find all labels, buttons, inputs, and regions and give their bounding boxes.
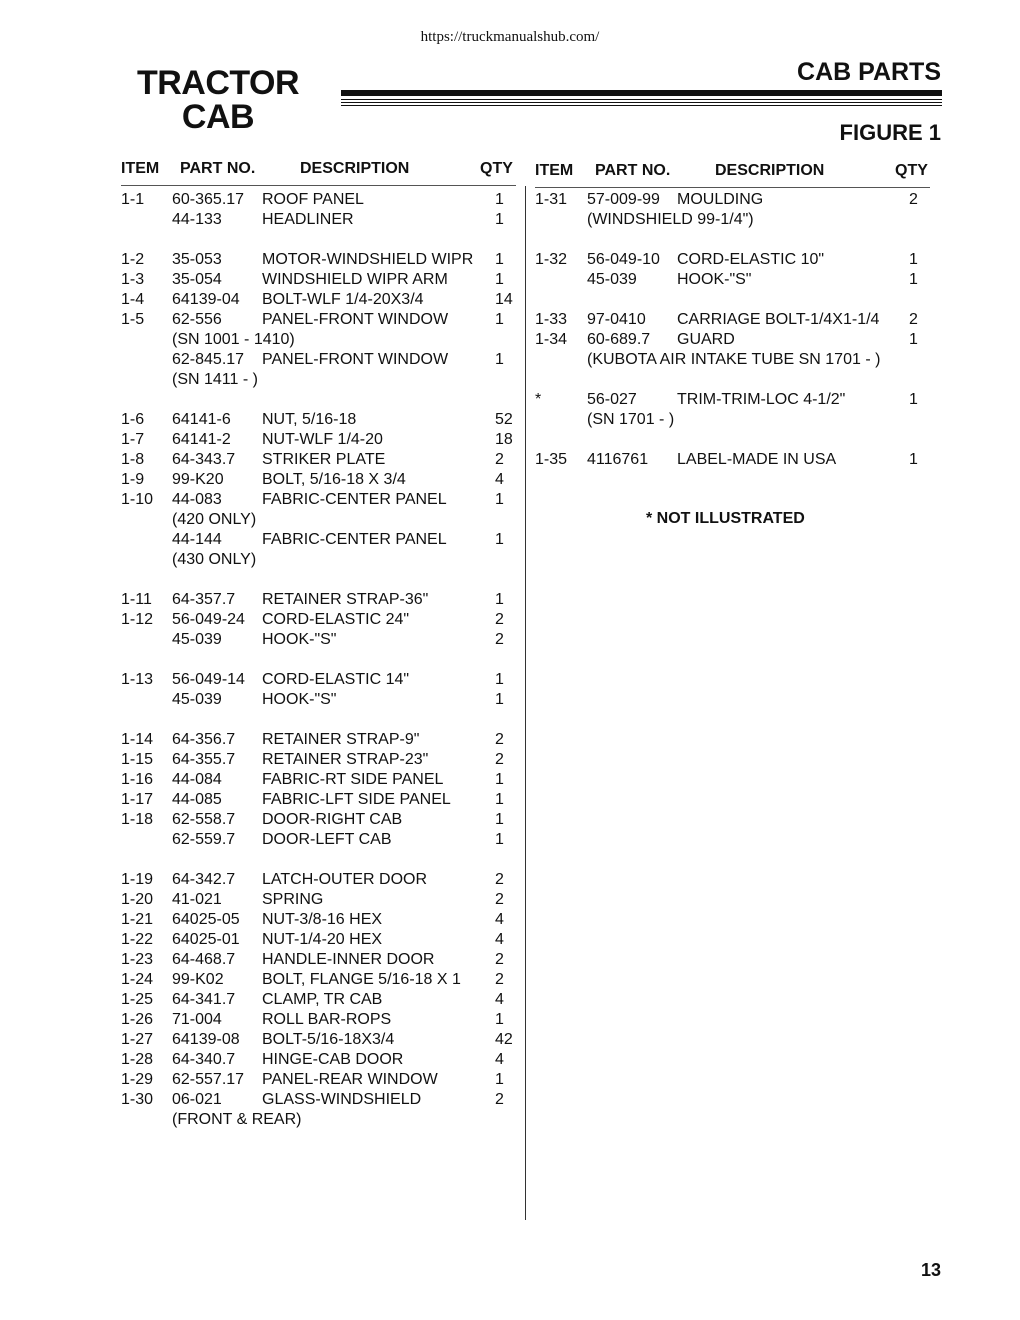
item-cell: 1-33 bbox=[535, 311, 568, 328]
parts-table-left bbox=[121, 160, 521, 1128]
table-row bbox=[535, 410, 955, 430]
item-cell: 1-29 bbox=[121, 1071, 154, 1088]
qty-cell: 1 bbox=[495, 1011, 504, 1028]
table-row bbox=[535, 190, 955, 210]
part-no-cell: 4116761 bbox=[587, 451, 649, 468]
description-cell: ROOF PANEL bbox=[262, 191, 364, 208]
item-cell: 1-20 bbox=[121, 891, 154, 908]
qty-cell: 4 bbox=[495, 1051, 504, 1068]
item-cell: 1-22 bbox=[121, 931, 154, 948]
qty-cell: 18 bbox=[495, 431, 513, 448]
table-row bbox=[121, 1030, 541, 1050]
qty-cell: 4 bbox=[495, 471, 504, 488]
table-row bbox=[535, 250, 955, 270]
table-row bbox=[121, 750, 541, 770]
qty-cell: 2 bbox=[495, 731, 504, 748]
item-cell: 1-11 bbox=[121, 591, 152, 608]
description-cell: FABRIC-CENTER PANEL bbox=[262, 531, 447, 548]
item-cell: 1-34 bbox=[535, 331, 568, 348]
description-cell: DOOR-LEFT CAB bbox=[262, 831, 392, 848]
part-no-cell: (FRONT & REAR) bbox=[172, 1111, 302, 1128]
item-cell: 1-32 bbox=[535, 251, 568, 268]
table-row bbox=[121, 690, 541, 710]
description-cell: PANEL-FRONT WINDOW bbox=[262, 311, 449, 328]
table-row bbox=[121, 710, 541, 730]
table-row bbox=[121, 610, 541, 630]
item-cell: 1-19 bbox=[121, 871, 154, 888]
table-row bbox=[121, 730, 541, 750]
description-cell: TRIM-TRIM-LOC 4-1/2" bbox=[677, 391, 846, 408]
table-header-right bbox=[535, 162, 935, 188]
table-row bbox=[121, 210, 541, 230]
item-cell: 1-23 bbox=[121, 951, 154, 968]
qty-cell: 2 bbox=[495, 871, 504, 888]
item-cell: 1-30 bbox=[121, 1091, 154, 1108]
item-cell: 1-26 bbox=[121, 1011, 154, 1028]
qty-cell: 52 bbox=[495, 411, 513, 428]
item-cell: 1-4 bbox=[121, 291, 145, 308]
description-cell: GUARD bbox=[677, 331, 735, 348]
table-row bbox=[121, 850, 541, 870]
description-cell: ROLL BAR-ROPS bbox=[262, 1011, 392, 1028]
part-no-cell: 44-144 bbox=[172, 531, 222, 548]
part-no-cell: 35-054 bbox=[172, 271, 222, 288]
table-row bbox=[121, 390, 541, 410]
qty-cell: 1 bbox=[495, 271, 504, 288]
description-cell: BOLT-5/16-18X3/4 bbox=[262, 1031, 395, 1048]
part-no-cell: 44-083 bbox=[172, 491, 222, 508]
part-no-cell: 45-039 bbox=[587, 271, 637, 288]
part-no-cell: 62-557.17 bbox=[172, 1071, 245, 1088]
description-cell: SPRING bbox=[262, 891, 324, 908]
qty-cell: 2 bbox=[495, 751, 504, 768]
table-row bbox=[121, 870, 541, 890]
part-no-cell: 56-049-14 bbox=[172, 671, 245, 688]
description-cell: MOTOR-WINDSHIELD WIPR bbox=[262, 251, 474, 268]
table-row bbox=[535, 270, 955, 290]
description-cell: LABEL-MADE IN USA bbox=[677, 451, 837, 468]
qty-cell: 1 bbox=[495, 531, 504, 548]
part-no-cell: 62-556 bbox=[172, 311, 222, 328]
part-no-cell: 99-K02 bbox=[172, 971, 224, 988]
part-no-cell: (SN 1411 - ) bbox=[172, 371, 258, 388]
qty-cell: 2 bbox=[495, 891, 504, 908]
qty-cell: 2 bbox=[495, 631, 504, 648]
part-no-cell: 45-039 bbox=[172, 691, 222, 708]
table-row bbox=[121, 330, 541, 350]
qty-cell: 2 bbox=[495, 611, 504, 628]
table-row bbox=[121, 370, 541, 390]
table-row bbox=[121, 1070, 541, 1090]
part-no-cell: 64025-01 bbox=[172, 931, 240, 948]
header-description: DESCRIPTION bbox=[300, 160, 410, 177]
qty-cell: 4 bbox=[495, 911, 504, 928]
qty-cell: 1 bbox=[495, 251, 504, 268]
description-cell: HINGE-CAB DOOR bbox=[262, 1051, 404, 1068]
qty-cell: 1 bbox=[495, 811, 504, 828]
part-no-cell: 35-053 bbox=[172, 251, 222, 268]
table-row bbox=[121, 930, 541, 950]
description-cell: CORD-ELASTIC 24" bbox=[262, 611, 410, 628]
table-row bbox=[121, 250, 541, 270]
header-item: ITEM bbox=[121, 160, 160, 177]
part-no-cell: 62-558.7 bbox=[172, 811, 236, 828]
table-row bbox=[121, 450, 541, 470]
item-cell: 1-14 bbox=[121, 731, 154, 748]
item-cell: 1-27 bbox=[121, 1031, 154, 1048]
page-number: 13 bbox=[920, 1260, 941, 1280]
table-row bbox=[535, 430, 955, 450]
part-no-cell: 64139-08 bbox=[172, 1031, 240, 1048]
table-row bbox=[121, 830, 541, 850]
part-no-cell: 45-039 bbox=[172, 631, 222, 648]
qty-cell: 1 bbox=[909, 271, 918, 288]
part-no-cell: (SN 1001 - 1410) bbox=[172, 331, 295, 348]
part-no-cell: 60-365.17 bbox=[172, 191, 245, 208]
item-cell: 1-6 bbox=[121, 411, 145, 428]
part-no-cell: 64-340.7 bbox=[172, 1051, 236, 1068]
table-header-left bbox=[121, 160, 521, 186]
qty-cell: 1 bbox=[495, 671, 504, 688]
description-cell: NUT-3/8-16 HEX bbox=[262, 911, 383, 928]
item-cell: 1-10 bbox=[121, 491, 154, 508]
qty-cell: 2 bbox=[495, 971, 504, 988]
description-cell: RETAINER STRAP-36" bbox=[262, 591, 429, 608]
part-no-cell: (WINDSHIELD 99-1/4") bbox=[587, 211, 754, 228]
item-cell: 1-13 bbox=[121, 671, 154, 688]
part-no-cell: 56-049-24 bbox=[172, 611, 245, 628]
item-cell: 1-12 bbox=[121, 611, 154, 628]
part-no-cell: 64-357.7 bbox=[172, 591, 236, 608]
part-no-cell: 64141-2 bbox=[172, 431, 231, 448]
item-cell: 1-24 bbox=[121, 971, 154, 988]
part-no-cell: (KUBOTA AIR INTAKE TUBE SN 1701 - ) bbox=[587, 351, 881, 368]
rows-right bbox=[535, 190, 955, 470]
description-cell: CORD-ELASTIC 10" bbox=[677, 251, 825, 268]
description-cell: WINDSHIELD WIPR ARM bbox=[262, 271, 448, 288]
header-qty: QTY bbox=[895, 162, 928, 179]
item-cell: 1-16 bbox=[121, 771, 154, 788]
item-cell: 1-7 bbox=[121, 431, 145, 448]
header-qty: QTY bbox=[480, 160, 513, 177]
part-no-cell: 56-049-10 bbox=[587, 251, 660, 268]
item-cell: 1-18 bbox=[121, 811, 154, 828]
qty-cell: 1 bbox=[495, 831, 504, 848]
item-cell: 1-25 bbox=[121, 991, 154, 1008]
part-no-cell: 97-0410 bbox=[587, 311, 646, 328]
qty-cell: 2 bbox=[909, 311, 918, 328]
part-no-cell: 44-133 bbox=[172, 211, 222, 228]
table-row bbox=[121, 1050, 541, 1070]
description-cell: RETAINER STRAP-9" bbox=[262, 731, 420, 748]
header-rule bbox=[341, 90, 942, 108]
description-cell: BOLT, FLANGE 5/16-18 X 1 bbox=[262, 971, 461, 988]
description-cell: HEADLINER bbox=[262, 211, 354, 228]
part-no-cell: (SN 1701 - ) bbox=[587, 411, 675, 428]
table-row bbox=[121, 290, 541, 310]
description-cell: HOOK-"S" bbox=[262, 691, 337, 708]
table-row bbox=[121, 230, 541, 250]
part-no-cell: 64-342.7 bbox=[172, 871, 236, 888]
qty-cell: 1 bbox=[495, 1071, 504, 1088]
qty-cell: 1 bbox=[495, 191, 504, 208]
header-underline-left bbox=[121, 185, 516, 186]
item-cell: 1-1 bbox=[121, 191, 145, 208]
qty-cell: 42 bbox=[495, 1031, 513, 1048]
table-row bbox=[535, 450, 955, 470]
table-row bbox=[121, 570, 541, 590]
part-no-cell: 71-004 bbox=[172, 1011, 222, 1028]
description-cell: CORD-ELASTIC 14" bbox=[262, 671, 410, 688]
part-no-cell: 99-K20 bbox=[172, 471, 224, 488]
part-no-cell: 64139-04 bbox=[172, 291, 240, 308]
part-no-cell: 64025-05 bbox=[172, 911, 240, 928]
item-cell: 1-31 bbox=[535, 191, 568, 208]
table-row bbox=[121, 430, 541, 450]
table-row bbox=[121, 910, 541, 930]
header-part-no: PART NO. bbox=[180, 160, 256, 177]
qty-cell: 1 bbox=[909, 451, 918, 468]
part-no-cell: 41-021 bbox=[172, 891, 222, 908]
item-cell: 1-3 bbox=[121, 271, 145, 288]
table-row bbox=[121, 1110, 541, 1130]
table-row bbox=[121, 770, 541, 790]
description-cell: CARRIAGE BOLT-1/4X1-1/4 bbox=[677, 311, 880, 328]
item-cell: 1-9 bbox=[121, 471, 145, 488]
qty-cell: 14 bbox=[495, 291, 513, 308]
qty-cell: 1 bbox=[495, 791, 504, 808]
description-cell: NUT, 5/16-18 bbox=[262, 411, 357, 428]
part-no-cell: (430 ONLY) bbox=[172, 551, 257, 568]
description-cell: STRIKER PLATE bbox=[262, 451, 386, 468]
table-row bbox=[535, 350, 955, 370]
description-cell: PANEL-REAR WINDOW bbox=[262, 1071, 438, 1088]
table-row bbox=[121, 630, 541, 650]
qty-cell: 4 bbox=[495, 991, 504, 1008]
table-row bbox=[121, 470, 541, 490]
table-row bbox=[121, 670, 541, 690]
table-row bbox=[535, 390, 955, 410]
description-cell: BOLT-WLF 1/4-20X3/4 bbox=[262, 291, 424, 308]
item-cell: 1-35 bbox=[535, 451, 568, 468]
part-no-cell: 60-689.7 bbox=[587, 331, 651, 348]
title-line-2: CAB bbox=[181, 98, 255, 136]
description-cell: DOOR-RIGHT CAB bbox=[262, 811, 403, 828]
table-row bbox=[121, 650, 541, 670]
qty-cell: 1 bbox=[495, 591, 504, 608]
item-cell: 1-21 bbox=[121, 911, 154, 928]
part-no-cell: 62-845.17 bbox=[172, 351, 245, 368]
title-line-1: TRACTOR bbox=[136, 64, 300, 102]
qty-cell: 2 bbox=[495, 1091, 504, 1108]
qty-cell: 2 bbox=[495, 451, 504, 468]
table-row bbox=[121, 490, 541, 510]
table-row bbox=[535, 290, 955, 310]
description-cell: FABRIC-LFT SIDE PANEL bbox=[262, 791, 451, 808]
table-row bbox=[121, 790, 541, 810]
description-cell: NUT-WLF 1/4-20 bbox=[262, 431, 383, 448]
qty-cell: 1 bbox=[495, 351, 504, 368]
description-cell: HOOK-"S" bbox=[677, 271, 752, 288]
qty-cell: 4 bbox=[495, 931, 504, 948]
description-cell: PANEL-FRONT WINDOW bbox=[262, 351, 449, 368]
item-cell: 1-8 bbox=[121, 451, 145, 468]
table-row bbox=[121, 890, 541, 910]
table-row bbox=[121, 950, 541, 970]
description-cell: BOLT, 5/16-18 X 3/4 bbox=[262, 471, 406, 488]
table-row bbox=[121, 350, 541, 370]
part-no-cell: (420 ONLY) bbox=[172, 511, 257, 528]
item-cell: 1-2 bbox=[121, 251, 145, 268]
part-no-cell: 57-009-99 bbox=[587, 191, 660, 208]
part-no-cell: 64-341.7 bbox=[172, 991, 236, 1008]
description-cell: CLAMP, TR CAB bbox=[262, 991, 383, 1008]
header-part-no: PART NO. bbox=[595, 162, 671, 179]
table-row bbox=[121, 310, 541, 330]
item-cell: 1-5 bbox=[121, 311, 145, 328]
qty-cell: 1 bbox=[495, 311, 504, 328]
part-no-cell: 64141-6 bbox=[172, 411, 231, 428]
column-divider bbox=[525, 186, 526, 1220]
description-cell: RETAINER STRAP-23" bbox=[262, 751, 429, 768]
source-url: https://truckmanualshub.com/ bbox=[420, 29, 600, 45]
table-row bbox=[535, 370, 955, 390]
qty-cell: 1 bbox=[495, 491, 504, 508]
qty-cell: 1 bbox=[495, 691, 504, 708]
header-description: DESCRIPTION bbox=[715, 162, 825, 179]
qty-cell: 2 bbox=[495, 951, 504, 968]
not-illustrated-note: * NOT ILLUSTRATED bbox=[646, 510, 805, 527]
item-cell: 1-15 bbox=[121, 751, 154, 768]
section-title: CAB PARTS bbox=[797, 58, 941, 86]
description-cell: HANDLE-INNER DOOR bbox=[262, 951, 435, 968]
description-cell: FABRIC-RT SIDE PANEL bbox=[262, 771, 444, 788]
description-cell: FABRIC-CENTER PANEL bbox=[262, 491, 447, 508]
item-cell: 1-28 bbox=[121, 1051, 154, 1068]
table-row bbox=[121, 550, 541, 570]
table-row bbox=[121, 510, 541, 530]
qty-cell: 2 bbox=[909, 191, 918, 208]
parts-table-right bbox=[535, 160, 935, 468]
item-cell: * bbox=[535, 391, 542, 408]
rows-left bbox=[121, 190, 541, 1130]
qty-cell: 1 bbox=[495, 771, 504, 788]
table-row bbox=[121, 970, 541, 990]
figure-label: FIGURE 1 bbox=[839, 120, 941, 145]
table-row bbox=[535, 210, 955, 230]
table-row bbox=[535, 310, 955, 330]
table-row bbox=[121, 590, 541, 610]
table-row bbox=[121, 530, 541, 550]
qty-cell: 1 bbox=[495, 211, 504, 228]
part-no-cell: 56-027 bbox=[587, 391, 637, 408]
table-row bbox=[121, 990, 541, 1010]
part-no-cell: 62-559.7 bbox=[172, 831, 236, 848]
description-cell: MOULDING bbox=[677, 191, 764, 208]
header-item: ITEM bbox=[535, 162, 574, 179]
table-row bbox=[121, 810, 541, 830]
part-no-cell: 64-356.7 bbox=[172, 731, 236, 748]
header-underline-right bbox=[535, 187, 930, 188]
description-cell: GLASS-WINDSHIELD bbox=[262, 1091, 422, 1108]
qty-cell: 1 bbox=[909, 391, 918, 408]
description-cell: HOOK-"S" bbox=[262, 631, 337, 648]
description-cell: NUT-1/4-20 HEX bbox=[262, 931, 383, 948]
table-row bbox=[121, 1090, 541, 1110]
qty-cell: 1 bbox=[909, 331, 918, 348]
table-row bbox=[535, 230, 955, 250]
part-no-cell: 64-343.7 bbox=[172, 451, 236, 468]
table-row bbox=[535, 330, 955, 350]
table-row bbox=[121, 1010, 541, 1030]
table-row bbox=[121, 270, 541, 290]
part-no-cell: 44-085 bbox=[172, 791, 222, 808]
item-cell: 1-17 bbox=[121, 791, 154, 808]
table-row bbox=[121, 410, 541, 430]
table-row bbox=[121, 190, 541, 210]
description-cell: LATCH-OUTER DOOR bbox=[262, 871, 428, 888]
qty-cell: 1 bbox=[909, 251, 918, 268]
document-title bbox=[118, 66, 318, 134]
part-no-cell: 64-355.7 bbox=[172, 751, 236, 768]
part-no-cell: 64-468.7 bbox=[172, 951, 236, 968]
part-no-cell: 06-021 bbox=[172, 1091, 222, 1108]
part-no-cell: 44-084 bbox=[172, 771, 222, 788]
